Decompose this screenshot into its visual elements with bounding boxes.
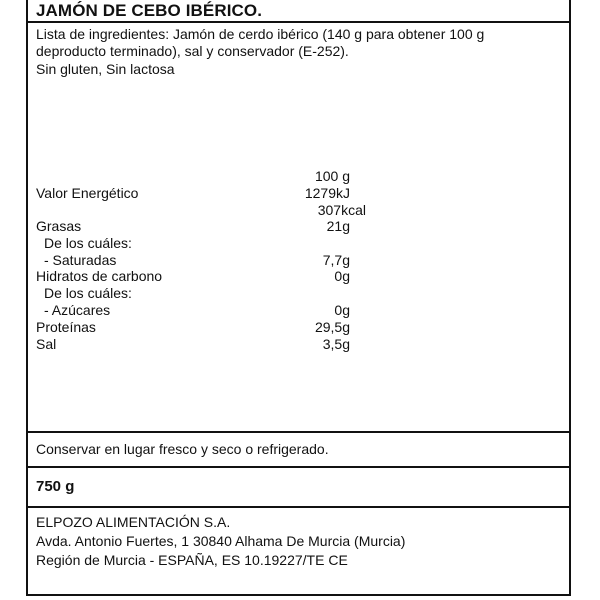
nutrient-label: De los cuáles:	[44, 235, 132, 251]
weight-divider	[26, 466, 571, 468]
company-address-1: Avda. Antonio Fuertes, 1 30840 Alhama De Murcia (Murcia)	[36, 533, 406, 549]
energy-label: Valor Energético	[36, 185, 139, 201]
company-name: ELPOZO ALIMENTACIÓN S.A.	[36, 514, 231, 530]
nutrient-label: Hidratos de carbono	[36, 268, 163, 284]
company-divider	[26, 506, 571, 508]
product-title: JAMÓN DE CEBO IBÉRICO.	[36, 1, 263, 20]
nutrient-value: 21g	[326, 218, 350, 234]
nutrient-label: Grasas	[36, 218, 82, 234]
net-weight: 750 g	[36, 478, 75, 495]
nutrient-label: Proteínas	[36, 319, 96, 335]
title-divider	[26, 21, 571, 23]
allergen-info: Sin gluten, Sin lactosa	[36, 61, 175, 77]
nutrient-value: 3,5g	[322, 336, 350, 352]
nutrient-value: 7,7g	[322, 252, 350, 268]
nutrition-header: 100 g	[314, 168, 350, 184]
company-address-2: Región de Murcia - ESPAÑA, ES 10.19227/TE CE	[36, 552, 348, 568]
energy-kcal: 307kcal	[317, 202, 366, 218]
nutrient-value: 0g	[334, 302, 350, 318]
storage-divider	[26, 431, 571, 433]
nutrient-label: - Saturadas	[44, 252, 117, 268]
nutrient-label: - Azúcares	[44, 302, 111, 318]
storage-instructions: Conservar en lugar fresco y seco o refrigerado.	[36, 441, 329, 457]
energy-kj: 1279kJ	[304, 185, 350, 201]
ingredients-line-2: deproducto terminado), sal y conservador (E-252).	[36, 43, 349, 59]
nutrient-label: Sal	[36, 336, 57, 352]
nutrient-label: De los cuáles:	[44, 285, 132, 301]
nutrient-value: 29,5g	[314, 319, 350, 335]
nutrient-value: 0g	[334, 268, 350, 284]
ingredients-line-1: Lista de ingredientes: Jamón de cerdo ibérico (140 g para obtener 100 g	[36, 26, 485, 42]
